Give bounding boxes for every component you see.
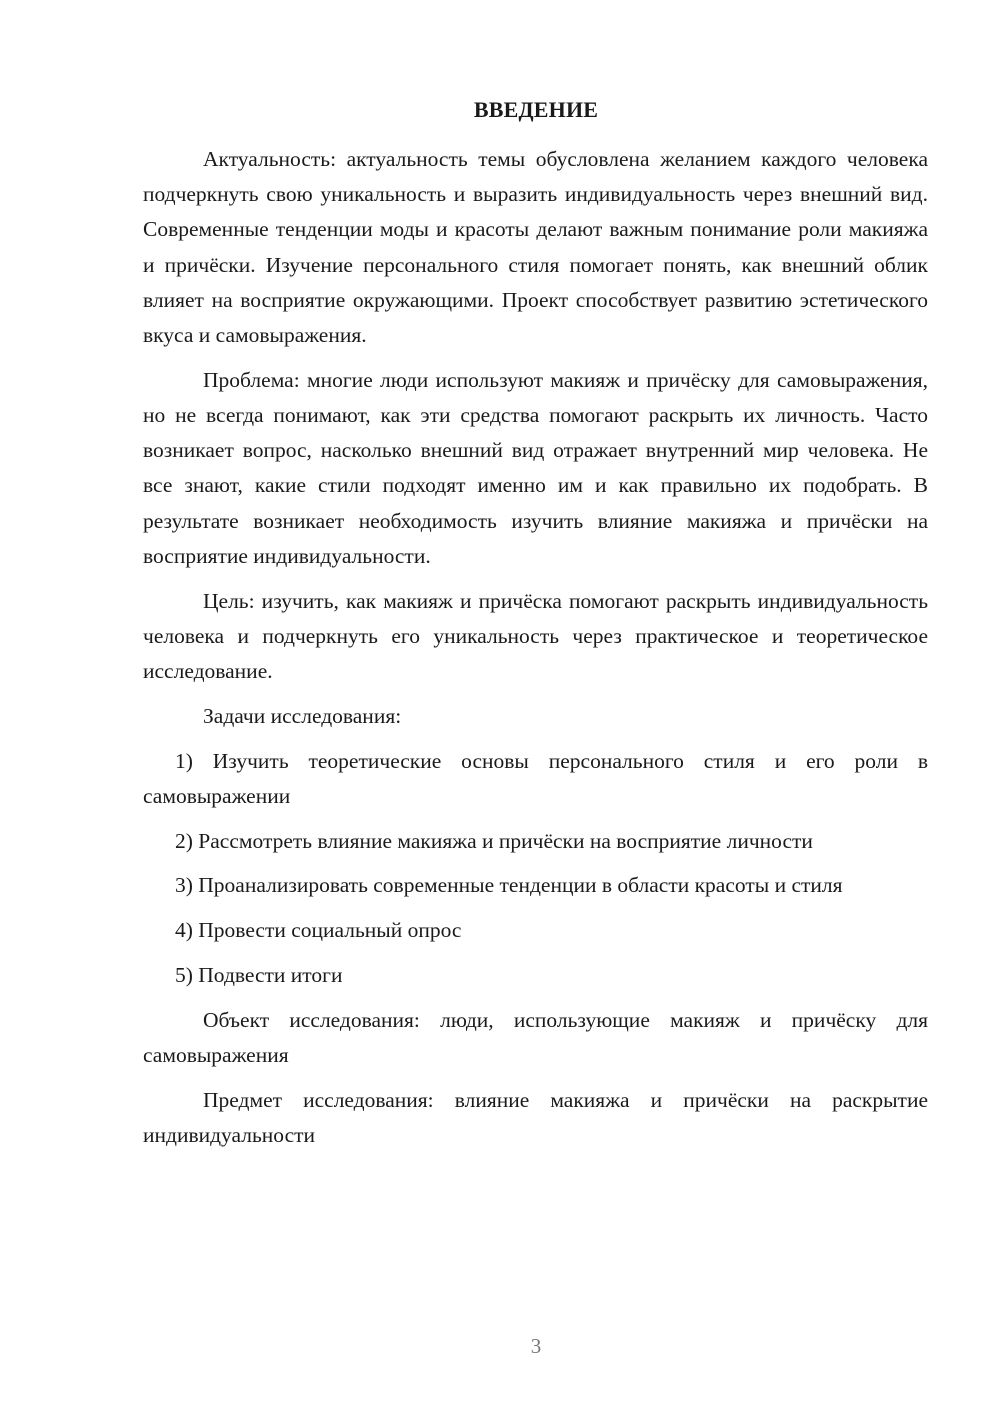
paragraph-relevance: Актуальность: актуальность темы обусловлена желанием каждого человека подчеркнуть свою уникальность и выразить индивидуальность через внешний вид. Современные тенденции моды и красоты делают важным понимание роли макияжа и причёски. Изучение персонального стиля помогает понять, как внешний облик влияет на восприятие окружающими. Проект способствует развитию эстетического вкуса и самовыражения. — [143, 147, 928, 348]
document-body — [143, 142, 928, 1153]
paragraph-problem: Проблема: многие люди используют макияж и причёску для самовыражения, но не всегда понимают, как эти средства помогают раскрыть их личность. Часто возникает вопрос, насколько внешний вид отражает внутренний мир человека. Не все знают, какие стили подходят именно им и как правильно их подобрать. В результате возникает необходимость изучить влияние макияжа и причёски на восприятие индивидуальности. — [143, 367, 928, 568]
task-item-3: 3) Проанализировать современные тенденции в области красоты и стиля — [175, 873, 843, 898]
task-item-5: 5) Подвести итоги — [175, 963, 343, 988]
tasks-heading: Задачи исследования: — [203, 703, 402, 728]
task-item-2: 2) Рассмотреть влияние макияжа и причёски на восприятие личности — [175, 828, 813, 853]
task-item-1: 1) Изучить теоретические основы персонального стиля и его роли в самовыражении — [143, 748, 928, 808]
page-number: 3 — [530, 1334, 542, 1358]
paragraph-subject: Предмет исследования: влияние макияжа и причёски на раскрытие индивидуальности — [143, 1087, 928, 1148]
page-title: ВВЕДЕНИЕ — [473, 97, 599, 122]
task-item-4: 4) Провести социальный опрос — [175, 918, 462, 943]
paragraph-goal: Цель: изучить, как макияж и причёска помогают раскрыть индивидуальность человека и подчеркнуть его уникальность через практическое и теоретическое исследование. — [143, 588, 928, 684]
paragraph-object: Объект исследования: люди, использующие макияж и причёску для самовыражения — [143, 1007, 928, 1068]
